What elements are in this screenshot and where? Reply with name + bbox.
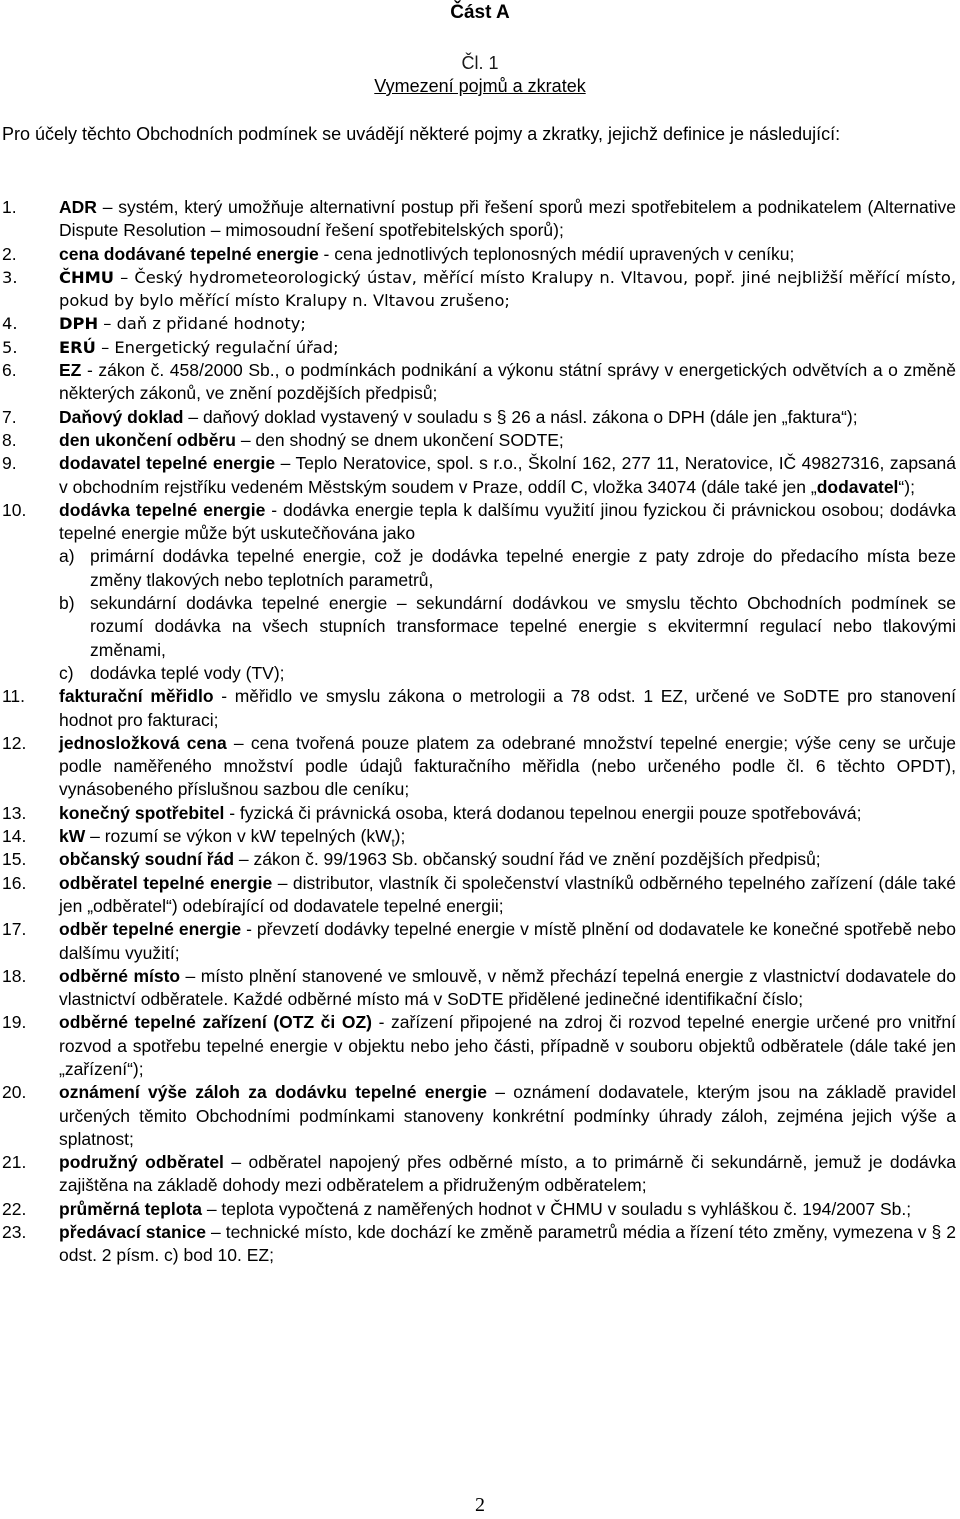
definition-number: 5. [2,337,18,357]
definition-term-secondary: dodavatel [816,476,899,497]
definition-number: 13. [2,802,27,823]
definition-text: - zákon č. 458/2000 Sb., o podmínkách podnikání a výkonu státní správy v energetických odvětvích a o změně některých zákonů, ve znění pozdějších předpisů; [59,360,956,404]
definition-number: 15. [2,849,27,870]
subscript: t [391,837,395,850]
definition-number: 9. [2,453,17,474]
definition-item [0,732,960,802]
definition-text: – oznámení dodavatele, kterým jsou na základě pravidel určených těmito Obchodními podmínkami stanoveny konkrétní podmínky úhrady záloh, zejména jejich výše a splatnost; [59,1082,956,1149]
definition-item [0,452,960,499]
sub-item-letter: c) [59,662,74,683]
definition-text: – rozumí se výkon v kW tepelných (kW [85,826,392,847]
definition-item [0,243,960,266]
definition-term: konečný spotřebitel [59,802,225,823]
article-title [0,75,960,97]
definition-text: - měřidlo ve smyslu zákona o metrologii a 78 odst. 1 EZ, určené ve SoDTE pro stanovení hodnot pro fakturaci; [59,686,956,730]
definition-term: ČHMU [59,267,114,287]
definition-item [0,918,960,965]
definition-text: – odběratel napojený přes odběrné místo, a to primárně či sekundárně, jemuž je dodávka zajištěna na základě dohody mezi odběratelem a přidruženým odběratelem; [59,1152,956,1196]
definition-number: 23. [2,1222,27,1243]
definition-item [0,196,960,243]
definition-term: dodavatel tepelné energie [59,453,276,474]
definition-number: 4. [2,314,18,334]
definition-number: 3. [2,267,18,287]
definition-term: předávací stanice [59,1222,207,1243]
definition-text: - převzetí dodávky tepelné energie v místě plnění od dodavatele ke konečné spotřebě nebo dalšímu využití; [59,919,956,963]
definition-item [0,1151,960,1198]
definition-item [0,825,960,848]
sub-item [59,662,956,685]
definition-text: – teplota vypočtená z naměřených hodnot v ČHMU v souladu s vyhláškou č. 194/2007 Sb.; [201,1198,912,1219]
definition-term: oznámení výše záloh za dodávku tepelné energie [59,1082,487,1103]
definition-term: podružný odběratel [59,1152,224,1173]
definition-term: DPH [59,314,99,334]
definition-number: 8. [2,429,17,450]
definition-item [0,872,960,919]
definition-number: 18. [2,965,27,986]
definition-term: odběratel tepelné energie [59,872,273,893]
definition-item [0,359,960,406]
definition-item [0,312,960,335]
definition-text: – místo plnění stanovené ve smlouvě, v němž přechází tepelná energie z vlastnictví dodavatele do vlastnictví odběratele. Každé odběrné místo má v SoDTE přidělené jedinečné identifikační číslo; [59,965,956,1010]
definition-text: – Teplo Neratovice, spol. s r.o., Školní 162, 277 11, Neratovice, IČ 49827316, zapsaná v obchodním rejstříku vedeném Městským soudem v Praze, oddíl C, vložka 34074 (dále také jen „ [59,453,956,497]
definition-text: – den shodný se dnem ukončení SODTE; [235,429,564,450]
definition-number: 14. [2,826,27,847]
definition-item [0,802,960,825]
definition-number: 11. [2,686,26,707]
article-title-text: Vymezení pojmů a zkratek [374,76,586,96]
definition-term: dodávka tepelné energie [59,499,266,520]
page-number: 2 [475,1494,485,1516]
sub-item-text: primární dodávka tepelné energie, což je dodávka tepelné energie z paty zdroje do předacího místa beze změny tlakových nebo teplotních parametrů, [90,546,956,590]
definition-number: 17. [2,919,27,940]
definition-text: – distributor, vlastník či společenství vlastníků odběrného tepelného zařízení (dále také jen „odběratel“) odebírající od dodavatele tepelné energii; [59,872,956,916]
definition-term: ADR [59,197,97,217]
definition-text-tail: “); [898,476,915,497]
definition-term: odběrné tepelné zařízení (OTZ či OZ) [59,1012,372,1033]
definition-number: 7. [2,406,17,427]
definition-text: – zákon č. 99/1963 Sb. občanský soudní řád ve znění pozdějších předpisů; [234,849,821,870]
definition-term: den ukončení odběru [59,429,236,450]
sub-item-text: dodávka teplé vody (TV); [90,662,285,683]
definition-number: 12. [2,732,27,753]
definition-text-tail: ); [394,826,406,847]
definition-number: 22. [2,1198,27,1219]
definition-item [0,1198,960,1221]
definition-item [0,848,960,871]
part-title: Část A [450,2,510,23]
definition-term: průměrná teplota [59,1198,202,1219]
definition-text: – daňový doklad vystavený v souladu s § 26 a násl. zákona o DPH (dále jen „faktura“); [183,406,858,427]
definition-item [0,499,960,685]
definition-item [0,336,960,359]
definition-term: Daňový doklad [59,406,184,427]
definition-term: jednosložková cena [59,732,227,753]
definition-term: cena dodávané tepelné energie [59,243,319,264]
definition-item [0,1081,960,1151]
definition-text: – cena tvořená pouze platem za odebrané množství tepelné energie; výše ceny se určuje podle naměřeného množství podle údajů fakturačního měřidla (nebo určeného podle čl. 6 těchto OPDT), vynásobeného příslušnou sazbou dle ceníku; [59,732,957,800]
definition-text: – technické místo, kde dochází ke změně parametrů média a řízení této změny, vymezena v § 2 odst. 2 písm. c) bod 10. EZ; [59,1222,956,1266]
sub-item-letter: a) [59,546,75,567]
definition-text: – Český hydrometeorologický ústav, měřící místo Kralupy n. Vltavou, popř. jiné nejbližší měřící místo, pokud by bylo měřící místo Kralupy n. Vltavou zrušeno; [59,267,956,311]
definition-item [0,685,960,732]
definition-item [0,266,960,313]
article-number: Čl. 1 [461,53,499,73]
definition-text: – systém, který umožňuje alternativní postup při řešení sporů mezi spotřebitelem a podnikatelem (Alternative Dispute Resolution – mimosoudní řešení spotřebitelských sporů); [59,197,956,241]
intro-paragraph: Pro účely těchto Obchodních podmínek se uvádějí některé pojmy a zkratky, jejichž definice je následující: [2,124,841,144]
definition-number: 21. [2,1152,27,1173]
definition-item [0,1221,960,1268]
definition-text: - cena jednotlivých teplonosných médií upravených v ceníku; [318,243,795,264]
definition-item [0,1011,960,1081]
definition-term: ERÚ [59,337,96,357]
definition-text: - zařízení připojené na zdroj či rozvod tepelné energie určené pro vnitřní rozvod a spotřebu tepelné energie v objektu nebo jeho části, případně v souboru objektů odběratele (dále také jen „zařízení“); [59,1012,956,1079]
definition-item [0,965,960,1012]
definition-item [0,406,960,429]
definition-number: 10. [2,499,27,520]
definitions-list [0,196,960,1268]
sub-item [59,545,956,592]
definition-term: odběrné místo [59,965,181,986]
definition-number: 6. [2,360,17,381]
definition-text: - dodávka energie tepla k dalšímu využití jinou fyzickou či právnickou osobou; dodávka tepelné energie může být uskutečňována jako [59,499,956,544]
definition-term: fakturační měřidlo [59,686,214,707]
sub-item-text: sekundární dodávka tepelné energie – sekundární dodávkou ve smyslu těchto Obchodních podmínek se rozumí dodávka na všech stupních transformace tepelné energie s ekvitermní regulací nebo tlakovými změnami, [90,593,956,660]
definition-term: odběr tepelné energie [59,919,242,940]
sub-item-letter: b) [59,593,75,614]
definition-term: kW [59,826,86,847]
definition-number: 20. [2,1082,27,1103]
definition-number: 19. [2,1012,27,1033]
definition-term: občanský soudní řád [59,849,235,870]
definition-item [0,429,960,452]
sub-item [59,592,956,662]
definition-text: – daň z přidané hodnoty; [98,314,306,334]
definition-number: 1. [2,197,17,217]
definition-term: EZ [59,360,82,381]
definition-number: 16. [2,872,27,893]
definition-text: - fyzická či právnická osoba, která dodanou tepelnou energii pouze spotřebovává; [224,802,862,823]
definition-text: – Energetický regulační úřad; [95,337,339,357]
definition-number: 2. [2,243,17,264]
